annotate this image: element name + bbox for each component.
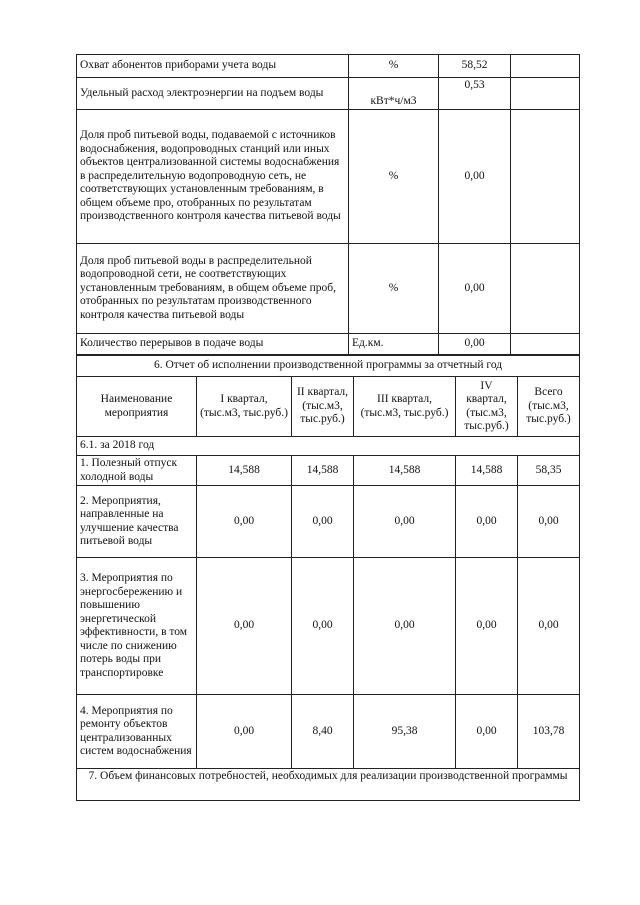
table-row	[77, 110, 580, 244]
table-row	[77, 334, 580, 355]
header-total: Всего (тыс.м3, тыс.руб.)	[518, 377, 580, 437]
section7-title: 7. Объем финансовых потребностей, необходимых для реализации производственной программы	[77, 769, 580, 801]
subsection-title: 6.1. за 2018 год	[77, 437, 580, 456]
indicator-extra	[511, 110, 580, 244]
row-q3: 0,00	[354, 558, 456, 695]
table-row	[77, 78, 580, 110]
table-row	[77, 695, 580, 769]
row-name: 1. Полезный отпуск холодной воды	[77, 456, 197, 486]
indicator-unit: %	[349, 55, 439, 78]
header-q4: IV квартал, (тыс.м3, тыс.руб.)	[456, 377, 518, 437]
row-q2: 0,00	[292, 558, 354, 695]
section-title-row	[77, 356, 580, 377]
row-total: 0,00	[518, 558, 580, 695]
indicator-value: 0,00	[439, 334, 511, 355]
indicator-extra	[511, 244, 580, 334]
row-total: 0,00	[518, 486, 580, 558]
indicator-unit: %	[349, 110, 439, 244]
header-row	[77, 377, 580, 437]
row-total: 103,78	[518, 695, 580, 769]
row-q1: 0,00	[197, 486, 292, 558]
section6-title: 6. Отчет об исполнении производственной программы за отчетный год	[77, 356, 580, 377]
indicator-name: Охват абонентов приборами учета воды	[77, 55, 349, 78]
header-name: Наименование мероприятия	[77, 377, 197, 437]
indicator-unit: Ед.км.	[349, 334, 439, 355]
row-name: 4. Мероприятия по ремонту объектов централизованных систем водоснабжения	[77, 695, 197, 769]
row-q3: 14,588	[354, 456, 456, 486]
row-q1: 0,00	[197, 695, 292, 769]
table-row	[77, 486, 580, 558]
row-total: 58,35	[518, 456, 580, 486]
header-q2: II квартал, (тыс.м3, тыс.руб.)	[292, 377, 354, 437]
table-row	[77, 456, 580, 486]
indicator-value: 0,53	[439, 78, 511, 110]
row-q1: 0,00	[197, 558, 292, 695]
row-q3: 0,00	[354, 486, 456, 558]
section-title-row	[77, 769, 580, 801]
program-report-table	[76, 355, 580, 801]
header-q3: III квартал, (тыс.м3, тыс.руб.)	[354, 377, 456, 437]
indicator-unit: %	[349, 244, 439, 334]
indicator-name: Доля проб питьевой воды в распределительной водопроводной сети, не соответствующих установленным требованиям, в общем объеме проб, отобранных по результатам производственного контроля качества питьевой воды	[77, 244, 349, 334]
indicators-table	[76, 54, 580, 355]
row-q2: 8,40	[292, 695, 354, 769]
row-q4: 14,588	[456, 456, 518, 486]
indicator-value: 0,00	[439, 244, 511, 334]
row-name: 3. Мероприятия по энергосбережению и повышению энергетической эффективности, в том числе по снижению потерь воды при транспортировке	[77, 558, 197, 695]
indicator-unit: кВт*ч/м3	[349, 78, 439, 110]
table-row	[77, 244, 580, 334]
indicator-name: Доля проб питьевой воды, подаваемой с источников водоснабжения, водопроводных станций или иных объектов централизованной системы водоснабжения в распределительную водопроводную сеть, не соответствующих установленным требованиям, в общем объеме про, отобранных по результатам производственного контроля качества питьевой воды	[77, 110, 349, 244]
indicator-value: 0,00	[439, 110, 511, 244]
row-name: 2. Мероприятия, направленные на улучшение качества питьевой воды	[77, 486, 197, 558]
header-q1: I квартал, (тыс.м3, тыс.руб.)	[197, 377, 292, 437]
row-q3: 95,38	[354, 695, 456, 769]
row-q2: 0,00	[292, 486, 354, 558]
indicator-name: Количество перерывов в подаче воды	[77, 334, 349, 355]
table-row	[77, 55, 580, 78]
row-q4: 0,00	[456, 695, 518, 769]
row-q2: 14,588	[292, 456, 354, 486]
indicator-name: Удельный расход электроэнергии на подъем воды	[77, 78, 349, 110]
subsection-row	[77, 437, 580, 456]
indicator-extra	[511, 55, 580, 78]
indicator-extra	[511, 78, 580, 110]
row-q1: 14,588	[197, 456, 292, 486]
row-q4: 0,00	[456, 486, 518, 558]
row-q4: 0,00	[456, 558, 518, 695]
indicator-extra	[511, 334, 580, 355]
indicator-value: 58,52	[439, 55, 511, 78]
table-row	[77, 558, 580, 695]
